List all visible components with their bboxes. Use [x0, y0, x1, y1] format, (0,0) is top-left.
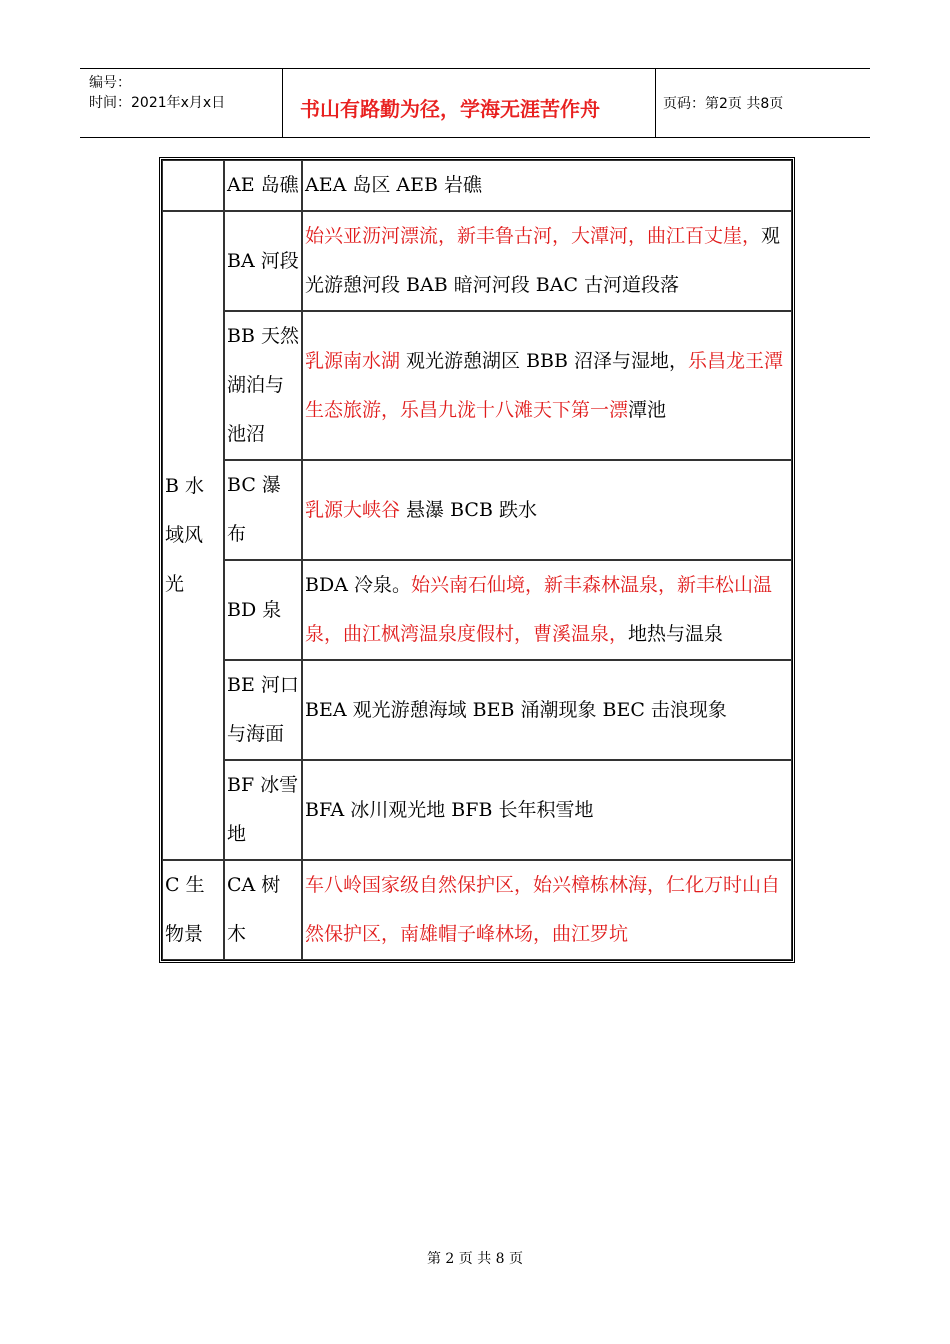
type-cell: BD 泉	[224, 560, 302, 660]
table-row	[162, 860, 792, 960]
category-text: 悬瀑 BCB 跌水	[400, 498, 537, 521]
detail-cell	[302, 860, 792, 960]
table-row	[162, 460, 792, 560]
type-cell: CA 树木	[224, 860, 302, 960]
category-text: 潭池	[628, 398, 667, 421]
type-cell: AE 岛礁	[224, 160, 302, 211]
highlighted-attraction-text: 乐昌龙王潭生态旅游，乐昌九泷十八滩天下第一漂	[305, 349, 784, 421]
type-cell: BA 河段	[224, 211, 302, 311]
highlighted-attraction-text: 车八岭国家级自然保护区，始兴樟栋林海，仁化万时山自然保护区，南雄帽子峰林场，曲江罗坑	[305, 874, 781, 945]
category-text: BDA 冷泉。	[305, 574, 411, 596]
group-cell-empty	[162, 160, 224, 211]
detail-cell	[302, 211, 792, 311]
header-meta	[80, 69, 283, 137]
table-row	[162, 760, 792, 860]
detail-cell	[302, 560, 792, 660]
detail-cell	[302, 460, 792, 560]
highlighted-attraction-text: 乳源大峡谷	[305, 498, 401, 521]
category-text: 观光游憩湖区 BBB 沼泽与湿地，	[400, 349, 689, 372]
type-cell: BB 天然湖泊与池沼	[224, 311, 302, 460]
type-cell: BE 河口与海面	[224, 660, 302, 760]
category-text: BFA 冰川观光地 BFB 长年积雪地	[305, 798, 594, 821]
table-row	[162, 160, 792, 211]
group-cell-water: B 水域风光	[162, 211, 224, 860]
page-info: 页码：第2页 共8页	[663, 96, 784, 112]
table-row	[162, 560, 792, 660]
table-row	[162, 211, 792, 311]
header-motto: 书山有路勤为径，学海无涯苦作舟	[300, 97, 600, 121]
table-row	[162, 311, 792, 460]
highlighted-attraction-text: 乳源南水湖	[305, 349, 401, 372]
page-header	[80, 68, 870, 138]
detail-cell	[302, 760, 792, 860]
number-label: 编号：	[89, 75, 131, 91]
detail-cell	[302, 311, 792, 460]
category-text: 地热与温泉	[628, 623, 724, 645]
detail-cell	[302, 660, 792, 760]
highlighted-attraction-text: 始兴亚沥河漂流，新丰鲁古河，大潭河，曲江百丈崖，	[305, 225, 762, 247]
category-text: 观光游憩河段 BAB 暗河河段 BAC 古河道段落	[305, 225, 781, 296]
time-label: 时间：2021年x月x日	[89, 95, 226, 111]
category-text: AEA 岛区 AEB 岩礁	[305, 174, 482, 196]
resource-classification-table	[159, 157, 795, 963]
detail-cell	[302, 160, 792, 211]
type-cell: BF 冰雪地	[224, 760, 302, 860]
category-text: BEA 观光游憩海域 BEB 涌潮现象 BEC 击浪现象	[305, 698, 727, 721]
header-motto-cell	[282, 69, 656, 137]
table-row	[162, 660, 792, 760]
highlighted-attraction-text: 始兴南石仙境，新丰森林温泉，新丰松山温泉，曲江枫湾温泉度假村，曹溪温泉，	[305, 574, 772, 645]
page-footer: 第 2 页 共 8 页	[426, 1251, 524, 1267]
group-cell-bio: C 生物景	[162, 860, 224, 960]
type-cell: BC 瀑布	[224, 460, 302, 560]
